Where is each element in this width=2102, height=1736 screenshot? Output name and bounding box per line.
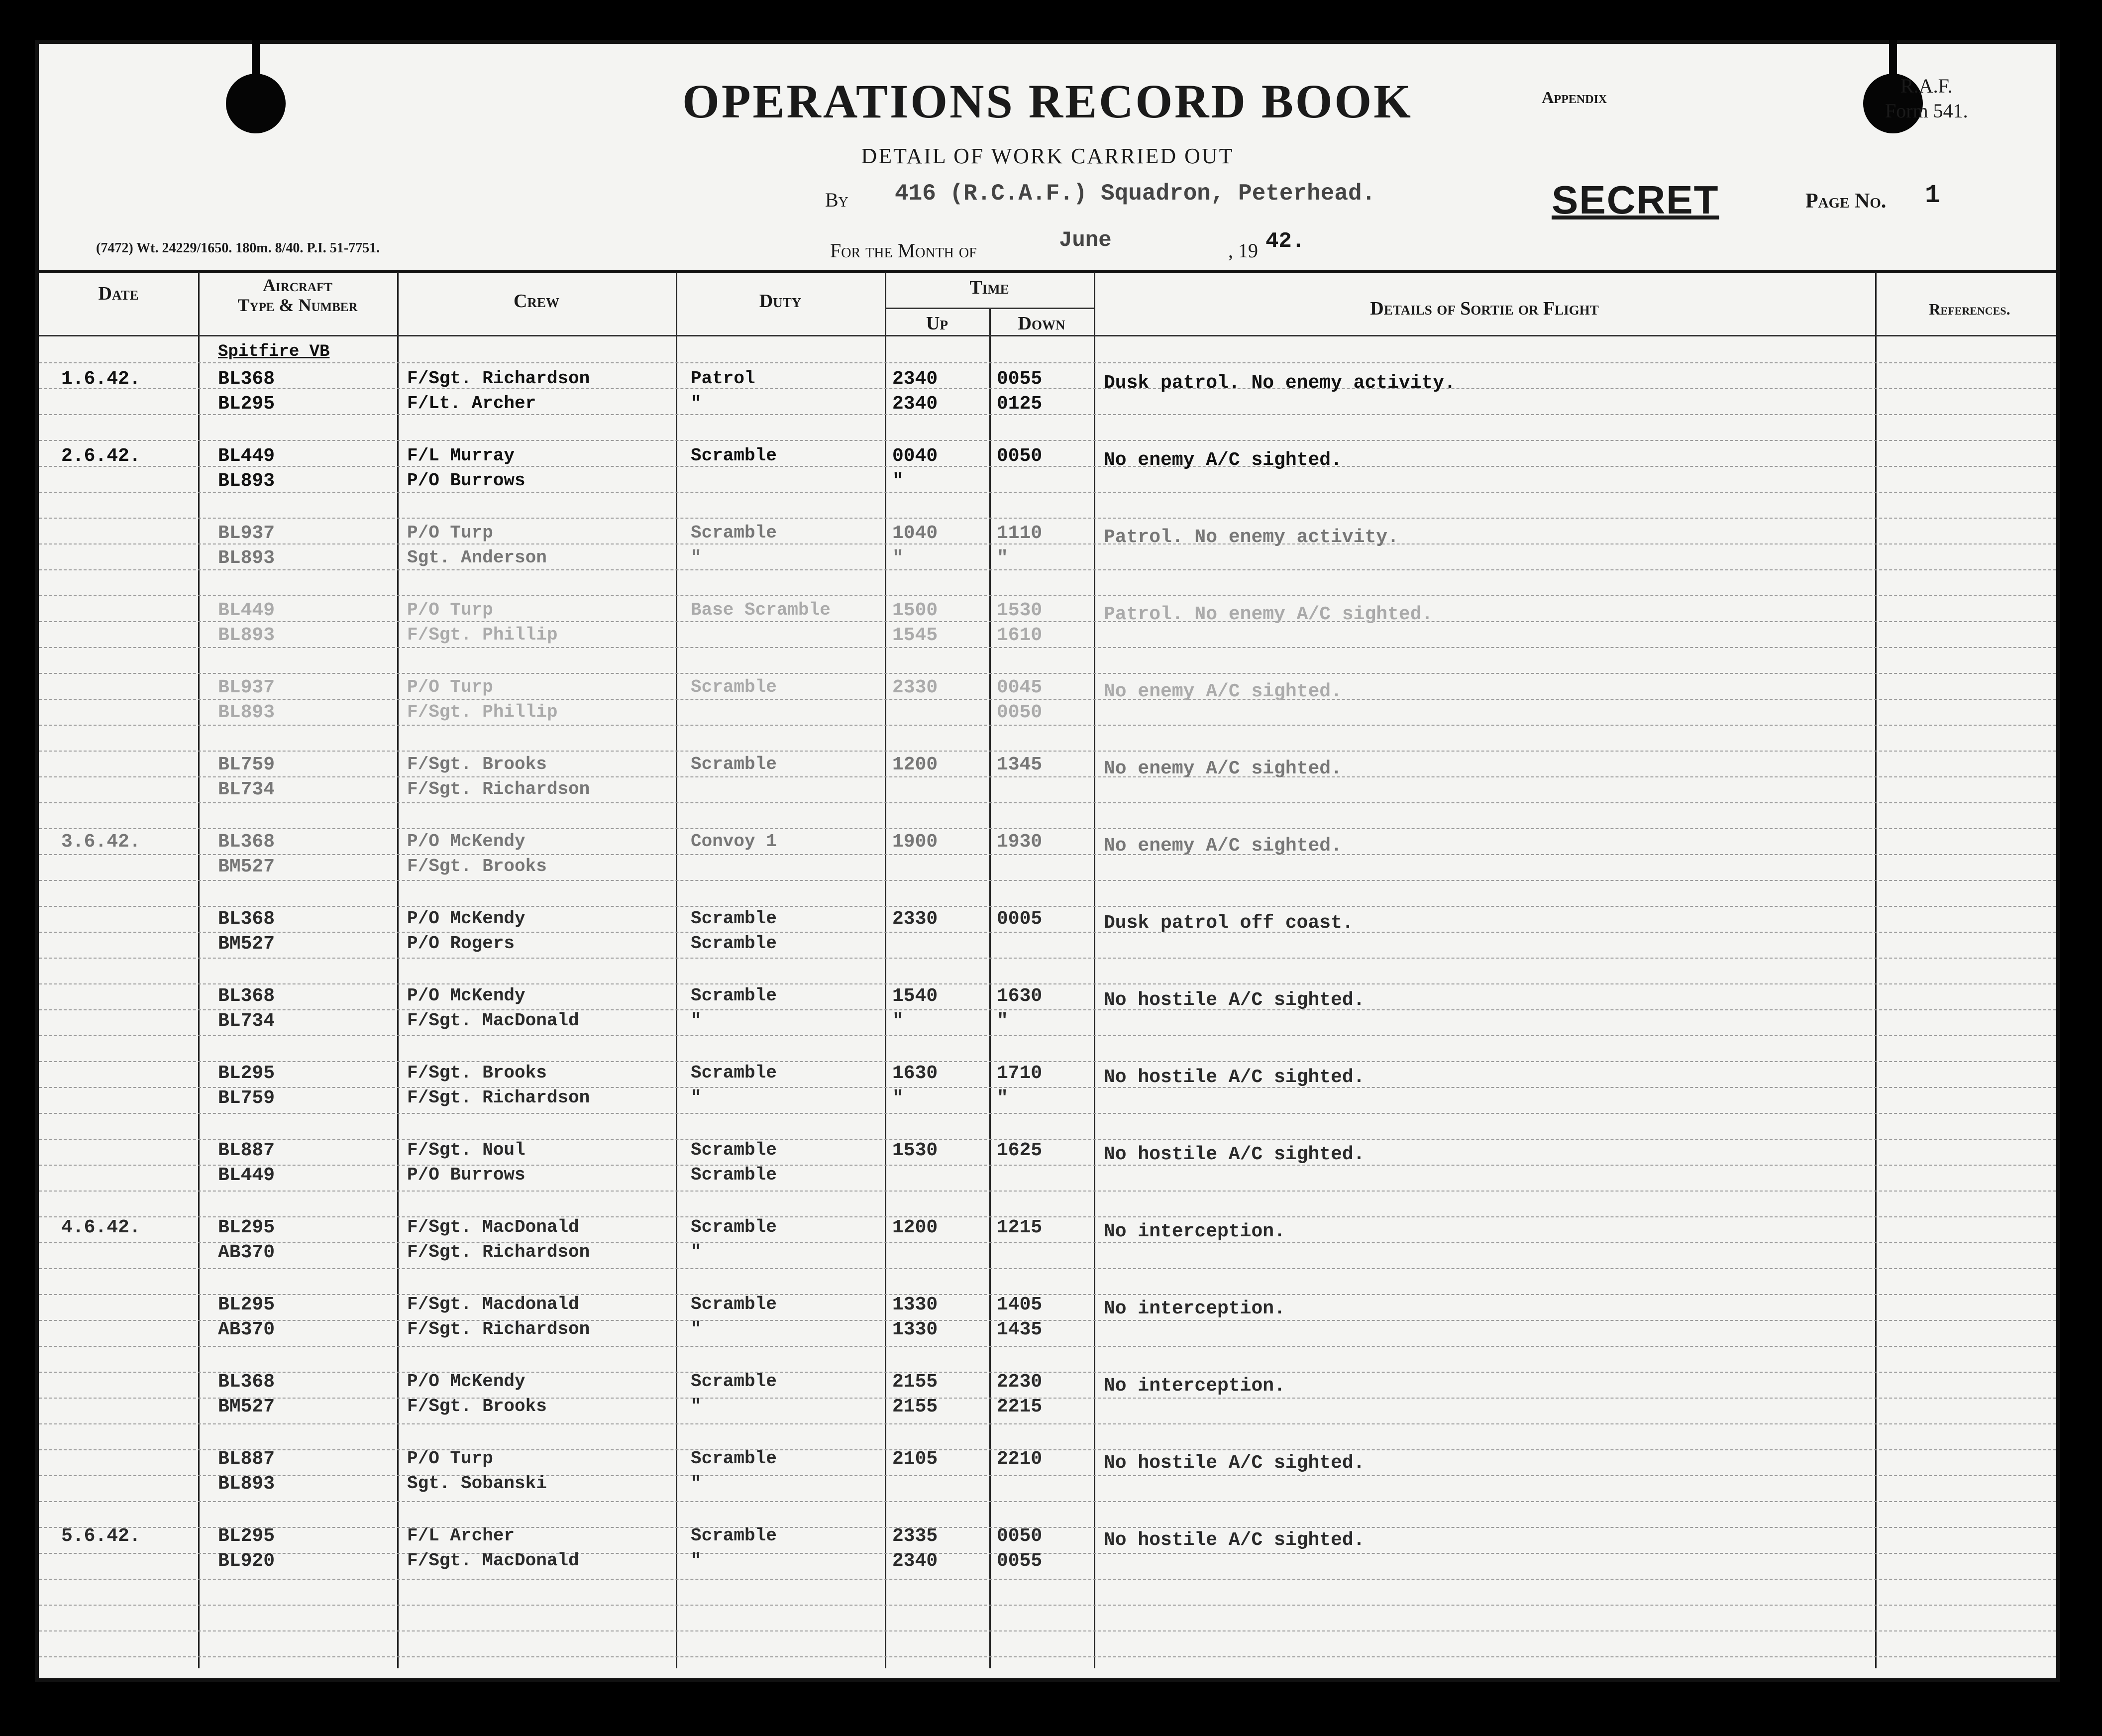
col-details-header: Details of Sortie or Flight — [1370, 298, 1599, 319]
entry-details: No enemy A/C sighted. — [1104, 758, 1342, 779]
ruled-line — [39, 595, 2056, 596]
ruled-line — [39, 932, 2056, 933]
entry-details: No hostile A/C sighted. — [1104, 989, 1365, 1011]
entry-date: 1.6.42. — [61, 368, 141, 390]
entry-duty: Scramble — [691, 1165, 777, 1185]
entry-up: " — [892, 1087, 904, 1109]
entry-duty: " — [691, 1319, 702, 1339]
col-date-header: Date — [98, 283, 139, 304]
entry-duty: Scramble — [691, 1140, 777, 1160]
entry-up: 2155 — [892, 1371, 938, 1393]
entry-duty: Scramble — [691, 1448, 777, 1469]
entry-date: 5.6.42. — [61, 1525, 141, 1547]
entry-aircraft: BM527 — [218, 933, 275, 955]
ruled-line — [39, 466, 2056, 467]
entry-aircraft: BL295 — [218, 1217, 275, 1238]
entry-duty: Scramble — [691, 1371, 777, 1392]
ruled-line — [39, 1449, 2056, 1450]
entry-down: 1530 — [997, 600, 1043, 621]
entry-up: 1630 — [892, 1063, 938, 1084]
col-aircraft-header — [198, 275, 397, 315]
ruled-line — [39, 1009, 2056, 1010]
entry-duty: Scramble — [691, 908, 777, 929]
entry-crew: Sgt. Sobanski — [407, 1473, 547, 1494]
entry-duty: " — [691, 393, 702, 414]
month-value: June — [1059, 228, 1112, 253]
entry-up: " — [892, 1010, 904, 1032]
entry-crew: F/Lt. Archer — [407, 393, 536, 414]
entry-down: " — [997, 1087, 1008, 1109]
entry-duty: " — [691, 547, 702, 568]
entry-down: 1610 — [997, 625, 1043, 646]
entry-duty: Base Scramble — [691, 600, 831, 620]
col-time-header: Time — [969, 277, 1009, 298]
entry-down: " — [997, 547, 1008, 569]
entry-down: 2210 — [997, 1448, 1043, 1470]
entry-crew: F/Sgt. Brooks — [407, 1063, 547, 1083]
entry-aircraft: BL295 — [218, 1063, 275, 1084]
entry-duty: Scramble — [691, 933, 777, 954]
entry-duty: " — [691, 1010, 702, 1031]
entry-duty: " — [691, 1396, 702, 1416]
entry-duty: Scramble — [691, 1063, 777, 1083]
ruled-line — [39, 1139, 2056, 1140]
entry-up: 1530 — [892, 1140, 938, 1161]
ruled-line — [39, 1346, 2056, 1347]
entry-crew: P/O McKendy — [407, 985, 526, 1006]
ruled-line — [39, 1035, 2056, 1036]
entry-duty: Scramble — [691, 1525, 777, 1546]
column-divider — [676, 272, 677, 1668]
column-divider — [1094, 272, 1095, 1668]
record-sheet — [35, 40, 2060, 1682]
ruled-line — [39, 1423, 2056, 1424]
entry-crew: F/Sgt. Richardson — [407, 1242, 590, 1262]
entry-down: 1710 — [997, 1063, 1043, 1084]
ruled-line — [39, 673, 2056, 674]
ruled-line — [39, 1656, 2056, 1657]
entry-up: 2330 — [892, 908, 938, 930]
ruled-line — [39, 1061, 2056, 1062]
entry-aircraft: BL295 — [218, 1294, 275, 1315]
ruled-line — [39, 1527, 2056, 1528]
entry-down: 2230 — [997, 1371, 1043, 1393]
time-header-rule — [885, 308, 1094, 309]
document-subtitle: DETAIL OF WORK CARRIED OUT — [861, 144, 1234, 168]
entry-crew: F/Sgt. MacDonald — [407, 1010, 579, 1031]
header-bottom-rule — [39, 335, 2056, 336]
col-aircraft-header-line2: Type & Number — [237, 295, 358, 315]
entry-aircraft: BL295 — [218, 1525, 275, 1547]
entry-crew: F/Sgt. Richardson — [407, 779, 590, 799]
entry-aircraft: BL893 — [218, 1473, 275, 1495]
entry-aircraft: AB370 — [218, 1242, 275, 1263]
ruled-line — [39, 569, 2056, 570]
column-divider — [1875, 272, 1877, 1668]
entry-duty: " — [691, 1242, 702, 1262]
entry-duty: Scramble — [691, 523, 777, 543]
ruled-line — [39, 828, 2056, 829]
entry-up: 2340 — [892, 368, 938, 390]
entry-up: " — [892, 470, 904, 492]
entry-crew: P/O Burrows — [407, 470, 526, 491]
entry-details: No hostile A/C sighted. — [1104, 1452, 1365, 1474]
entry-details: Dusk patrol off coast. — [1104, 912, 1354, 934]
entry-up: 2330 — [892, 677, 938, 698]
entry-details: No enemy A/C sighted. — [1104, 835, 1342, 857]
entry-crew: Sgt. Anderson — [407, 547, 547, 568]
entry-down: 1435 — [997, 1319, 1043, 1340]
entry-aircraft: BL893 — [218, 702, 275, 723]
entry-crew: P/O McKendy — [407, 908, 526, 929]
entry-aircraft: BL893 — [218, 625, 275, 646]
page-number: 1 — [1925, 181, 1941, 210]
entry-details: Patrol. No enemy activity. — [1104, 527, 1399, 548]
entry-aircraft: BL734 — [218, 1010, 275, 1032]
entry-down: 0055 — [997, 368, 1043, 390]
entry-aircraft: BL368 — [218, 1371, 275, 1393]
entry-aircraft: BL920 — [218, 1550, 275, 1572]
entry-crew: P/O Rogers — [407, 933, 515, 954]
entry-crew: F/Sgt. Macdonald — [407, 1294, 579, 1314]
ruled-line — [39, 518, 2056, 519]
entry-down: 0045 — [997, 677, 1043, 698]
ruled-line — [39, 1242, 2056, 1243]
entry-duty: Scramble — [691, 677, 777, 697]
ruled-line — [39, 1113, 2056, 1114]
col-duty-header: Duty — [759, 291, 802, 312]
entry-details: Dusk patrol. No enemy activity. — [1104, 372, 1456, 394]
ruled-line — [39, 958, 2056, 959]
entry-up: 2155 — [892, 1396, 938, 1417]
ruled-line — [39, 1475, 2056, 1476]
entry-details: No hostile A/C sighted. — [1104, 1067, 1365, 1088]
page-label: Page No. — [1805, 190, 1887, 213]
entry-details: No enemy A/C sighted. — [1104, 681, 1342, 702]
ruled-line — [39, 1320, 2056, 1321]
col-crew-header: Crew — [514, 291, 559, 312]
entry-aircraft: BL759 — [218, 754, 275, 775]
entry-aircraft: BL295 — [218, 393, 275, 415]
entry-down: 0055 — [997, 1550, 1043, 1572]
entry-crew: F/Sgt. Richardson — [407, 368, 590, 389]
entry-crew: F/Sgt. MacDonald — [407, 1217, 579, 1237]
ruled-line — [39, 1553, 2056, 1554]
entry-crew: F/Sgt. Brooks — [407, 754, 547, 774]
col-down-header: Down — [1018, 313, 1065, 334]
entry-down: 1405 — [997, 1294, 1043, 1315]
ruled-line — [39, 1398, 2056, 1399]
entry-details: No interception. — [1104, 1221, 1285, 1242]
entry-up: 1540 — [892, 985, 938, 1007]
ruled-line — [39, 647, 2056, 648]
entry-crew: F/Sgt. Brooks — [407, 856, 547, 876]
entry-up: 1500 — [892, 600, 938, 621]
entry-crew: F/Sgt. Brooks — [407, 1396, 547, 1416]
ruled-line — [39, 983, 2056, 984]
entry-date: 4.6.42. — [61, 1217, 141, 1238]
raf-label: R.A.F. — [1900, 75, 1953, 97]
entry-duty: " — [691, 1550, 702, 1571]
entry-up: 1330 — [892, 1294, 938, 1315]
entry-aircraft: BL368 — [218, 831, 275, 853]
entry-down: 1345 — [997, 754, 1043, 775]
by-label: By — [825, 189, 848, 211]
entry-crew: P/O McKendy — [407, 831, 526, 852]
entry-aircraft: BM527 — [218, 1396, 275, 1417]
entry-duty: Patrol — [691, 368, 755, 389]
entry-duty: " — [691, 1087, 702, 1108]
ruled-line — [39, 1372, 2056, 1373]
col-aircraft-header-line1: Aircraft — [263, 275, 332, 295]
entry-details: No interception. — [1104, 1375, 1285, 1397]
entry-aircraft: BM527 — [218, 856, 275, 877]
entry-up: 0040 — [892, 445, 938, 467]
entry-aircraft: BL449 — [218, 445, 275, 467]
entry-aircraft: BL937 — [218, 677, 275, 698]
entry-up: 1900 — [892, 831, 938, 853]
entry-duty: Convoy 1 — [691, 831, 777, 852]
entry-crew: F/Sgt. MacDonald — [407, 1550, 579, 1571]
ruled-line — [39, 725, 2056, 726]
entry-up: 2105 — [892, 1448, 938, 1470]
entry-down: 0050 — [997, 702, 1043, 723]
entry-aircraft: BL734 — [218, 779, 275, 800]
ruled-line — [39, 1191, 2056, 1192]
ruled-line — [39, 1165, 2056, 1166]
entry-crew: F/Sgt. Richardson — [407, 1087, 590, 1108]
entry-aircraft: BL887 — [218, 1140, 275, 1161]
entry-crew: F/L Archer — [407, 1525, 515, 1546]
ruled-line — [39, 1268, 2056, 1269]
entry-down: 0050 — [997, 445, 1043, 467]
entry-crew: F/L Murray — [407, 445, 515, 466]
entry-down: 0050 — [997, 1525, 1043, 1547]
ruled-line — [39, 751, 2056, 752]
raf-form-block — [1885, 74, 1968, 123]
ruled-line — [39, 1501, 2056, 1502]
entry-details: No hostile A/C sighted. — [1104, 1144, 1365, 1165]
ruled-line — [39, 699, 2056, 700]
entry-duty: Scramble — [691, 445, 777, 466]
ruled-line — [39, 440, 2056, 441]
entry-aircraft: BL449 — [218, 1165, 275, 1186]
entry-crew: F/Sgt. Phillip — [407, 702, 558, 722]
security-classification: SECRET — [1552, 178, 1719, 222]
aircraft-type: Spitfire VB — [218, 342, 330, 361]
entry-up: 1200 — [892, 754, 938, 775]
entry-date: 3.6.42. — [61, 831, 141, 853]
entry-down: " — [997, 1010, 1008, 1032]
entry-down: 1110 — [997, 523, 1043, 544]
entry-duty: " — [691, 1473, 702, 1494]
ruled-line — [39, 362, 2056, 363]
entry-duty: Scramble — [691, 754, 777, 774]
ruled-line — [39, 414, 2056, 415]
entry-duty: Scramble — [691, 1294, 777, 1314]
ruled-line — [39, 543, 2056, 544]
entry-crew: P/O Burrows — [407, 1165, 526, 1185]
entry-duty: Scramble — [691, 1217, 777, 1237]
ruled-line — [39, 906, 2056, 907]
entry-up: 2340 — [892, 393, 938, 415]
entry-up: 1200 — [892, 1217, 938, 1238]
column-divider — [989, 308, 991, 1668]
ruled-line — [39, 1216, 2056, 1217]
column-divider — [198, 272, 200, 1668]
entry-crew: F/Sgt. Richardson — [407, 1319, 590, 1339]
entry-down: 0125 — [997, 393, 1043, 415]
entry-down: 1930 — [997, 831, 1043, 853]
entry-crew: F/Sgt. Noul — [407, 1140, 526, 1160]
entry-up: 1330 — [892, 1319, 938, 1340]
entry-details: Patrol. No enemy A/C sighted. — [1104, 604, 1433, 625]
column-divider — [397, 272, 399, 1668]
entry-crew: F/Sgt. Phillip — [407, 625, 558, 645]
entry-crew: P/O Turp — [407, 523, 493, 543]
ruled-line — [39, 388, 2056, 389]
col-references-header: References. — [1929, 300, 2010, 318]
ruled-line — [39, 1579, 2056, 1580]
print-code: (7472) Wt. 24229/1650. 180m. 8/40. P.I. 51-7751. — [96, 240, 380, 256]
entry-down: 1215 — [997, 1217, 1043, 1238]
ruled-line — [39, 1630, 2056, 1631]
entry-date: 2.6.42. — [61, 445, 141, 467]
entry-down: 1625 — [997, 1140, 1043, 1161]
appendix-label: Appendix — [1542, 89, 1607, 107]
entry-up: 2340 — [892, 1550, 938, 1572]
entry-aircraft: BL937 — [218, 523, 275, 544]
entry-crew: P/O Turp — [407, 677, 493, 697]
year-value: 42. — [1265, 229, 1305, 254]
entry-up: 2335 — [892, 1525, 938, 1547]
entry-aircraft: BL887 — [218, 1448, 275, 1470]
entry-aircraft: BL759 — [218, 1087, 275, 1109]
entry-up: 1040 — [892, 523, 938, 544]
entry-down: 1630 — [997, 985, 1043, 1007]
entry-up: " — [892, 547, 904, 569]
entry-duty: Scramble — [691, 985, 777, 1006]
ruled-line — [39, 776, 2056, 777]
col-up-header: Up — [926, 313, 948, 334]
document-title: OPERATIONS RECORD BOOK — [682, 75, 1413, 128]
entry-down: 2215 — [997, 1396, 1043, 1417]
column-divider — [885, 272, 886, 1668]
entry-aircraft: BL368 — [218, 985, 275, 1007]
entry-details: No enemy A/C sighted. — [1104, 449, 1342, 471]
entry-up: 1545 — [892, 625, 938, 646]
entry-crew: P/O Turp — [407, 600, 493, 620]
ruled-line — [39, 854, 2056, 855]
entry-aircraft: AB370 — [218, 1319, 275, 1340]
entry-aircraft: BL449 — [218, 600, 275, 621]
ruled-line — [39, 492, 2056, 493]
ruled-line — [39, 1087, 2056, 1088]
entry-details: No hostile A/C sighted. — [1104, 1529, 1365, 1551]
entry-aircraft: BL368 — [218, 908, 275, 930]
entry-aircraft: BL893 — [218, 470, 275, 492]
ruled-line — [39, 880, 2056, 881]
ruled-line — [39, 1294, 2056, 1295]
entry-down: 0005 — [997, 908, 1043, 930]
entry-aircraft: BL368 — [218, 368, 275, 390]
entry-crew: P/O Turp — [407, 1448, 493, 1469]
entry-crew: P/O McKendy — [407, 1371, 526, 1392]
month-label: For the Month of — [830, 239, 977, 262]
form-number: Form 541. — [1885, 100, 1968, 122]
entry-aircraft: BL893 — [218, 547, 275, 569]
unit-name: 416 (R.C.A.F.) Squadron, Peterhead. — [895, 181, 1376, 207]
table-top-rule — [39, 270, 2056, 273]
entry-details: No interception. — [1104, 1298, 1285, 1319]
ruled-line — [39, 802, 2056, 803]
ruled-line — [39, 1605, 2056, 1606]
ruled-line — [39, 621, 2056, 622]
year-prefix: , 19 — [1228, 239, 1258, 262]
